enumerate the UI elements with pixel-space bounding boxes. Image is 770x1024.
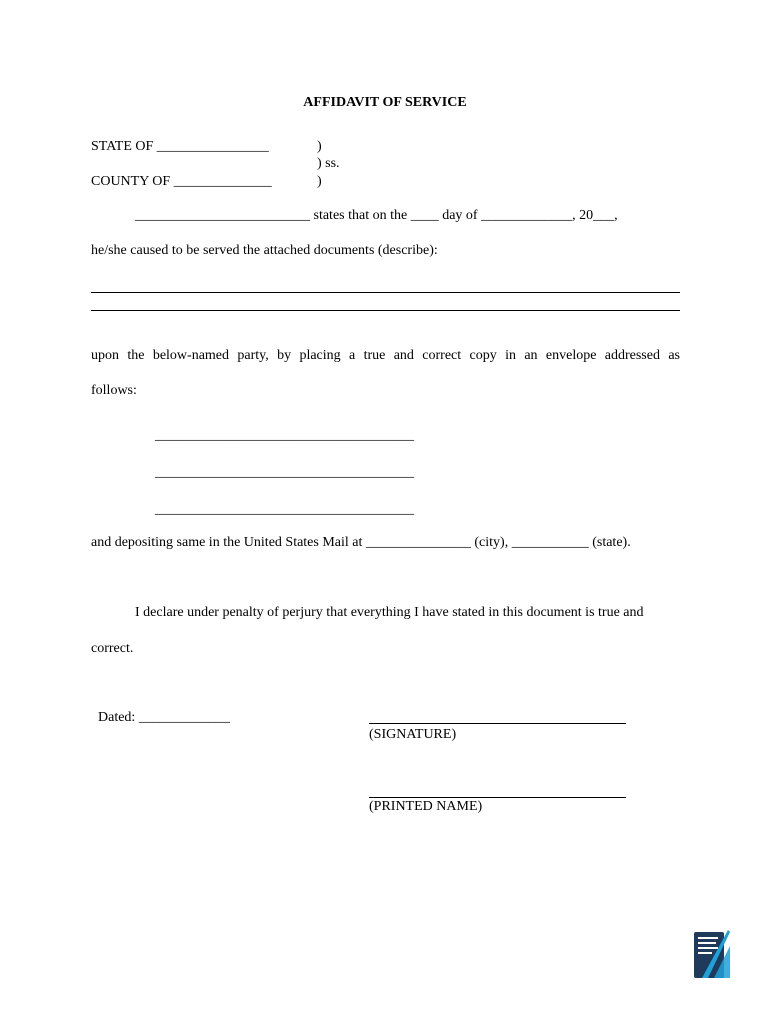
- declaration-line: I declare under penalty of perjury that everything I have stated in this document is true and: [135, 605, 644, 620]
- address-line-2: _____________________________________: [155, 465, 414, 480]
- intro-statement: _________________________ states that on the ____ day of _____________, 20___,: [135, 208, 618, 223]
- declaration-end: correct.: [91, 641, 134, 656]
- upon-party-line: upon the below-named party, by placing a true and correct copy in an envelope addressed as: [91, 348, 680, 363]
- venue-paren-ss: ) ss.: [317, 156, 340, 171]
- printed-name-label: (PRINTED NAME): [369, 799, 483, 814]
- venue-paren-1: ): [317, 139, 322, 154]
- follows-label: follows:: [91, 383, 137, 398]
- county-of-field: COUNTY OF ______________: [91, 174, 272, 189]
- describe-line-2: [91, 310, 680, 311]
- address-line-3: _____________________________________: [155, 502, 414, 517]
- printed-name-line: [369, 797, 626, 798]
- venue-paren-3: ): [317, 174, 322, 189]
- signature-label: (SIGNATURE): [369, 727, 457, 742]
- document-title: AFFIDAVIT OF SERVICE: [303, 95, 467, 110]
- mail-deposit-line: and depositing same in the United States Mail at _______________ (city), ___________ (state).: [91, 535, 631, 550]
- dated-field: Dated: _____________: [98, 710, 230, 725]
- state-of-field: STATE OF ________________: [91, 139, 269, 154]
- signature-line: [369, 723, 626, 724]
- describe-line-1: [91, 292, 680, 293]
- address-line-1: _____________________________________: [155, 428, 414, 443]
- document-pen-logo-icon: [692, 926, 732, 982]
- documents-served-line: he/she caused to be served the attached documents (describe):: [91, 243, 438, 258]
